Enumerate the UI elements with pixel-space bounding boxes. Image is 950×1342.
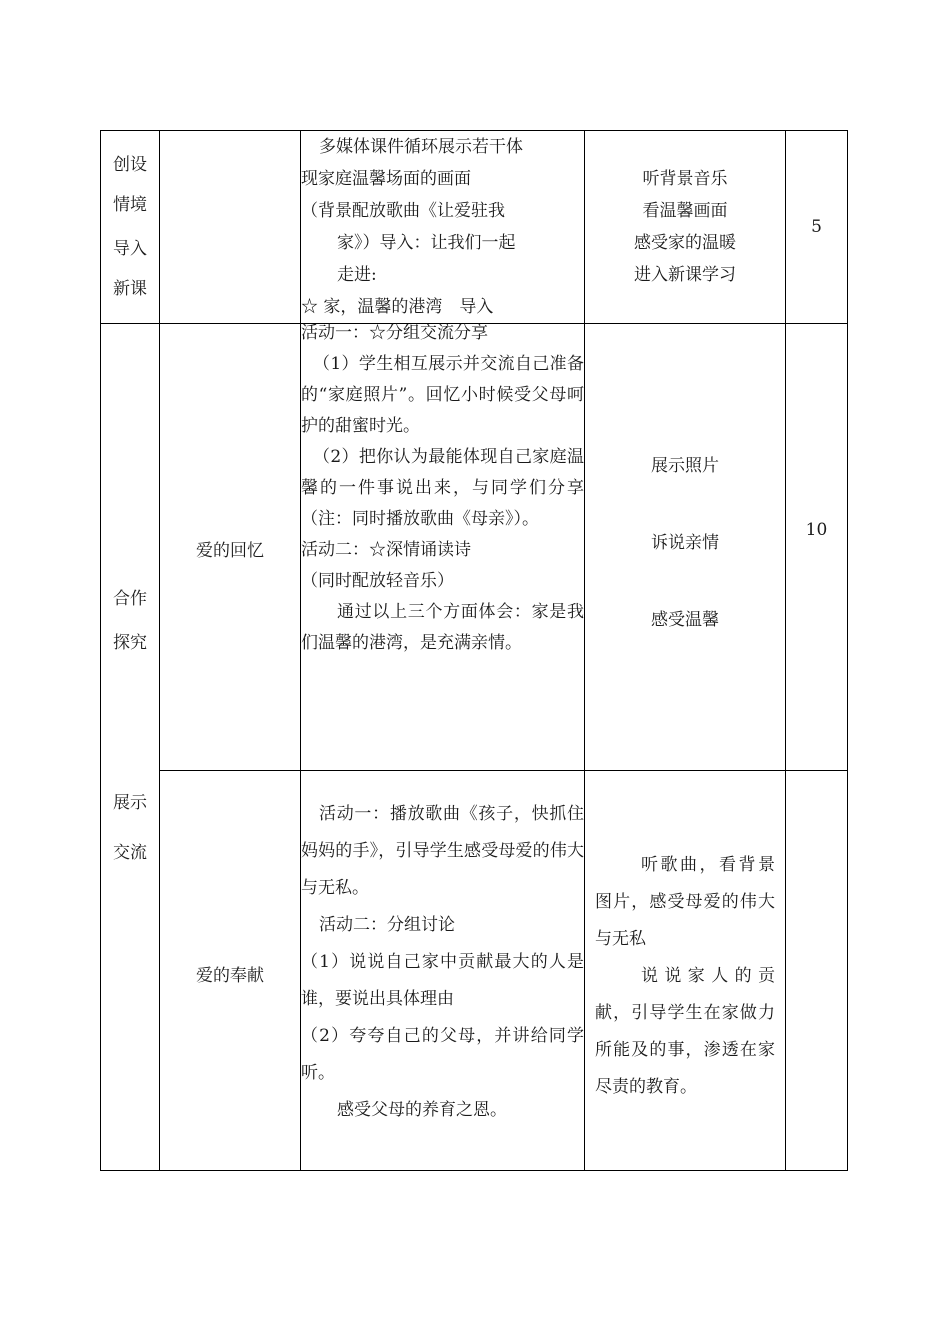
table-row — [101, 324, 848, 771]
activity-line: 看温馨画面 — [642, 201, 728, 221]
content-cell — [301, 771, 585, 1171]
activity-line: 诉说亲情 — [651, 533, 719, 553]
activity-cell — [585, 771, 786, 1171]
content-line: 活动一：☆分组交流分享 — [301, 323, 488, 343]
topic-cell — [160, 131, 301, 324]
content-line: 多媒体课件循环展示若干体 — [319, 137, 523, 157]
content-line: 走进: — [337, 265, 377, 285]
content-line: 家》）导入：让我们一起 — [337, 233, 516, 253]
activity-line: 听歌曲，看背景图片，感受母爱的伟大与无私 — [595, 855, 775, 949]
stage-cell — [101, 324, 160, 1171]
activity-line: 展示照片 — [651, 456, 719, 476]
content-line: 活动二：☆深情诵读诗 — [301, 540, 471, 560]
content-line: 现家庭温馨场面的画面 — [301, 169, 471, 189]
content-cell — [301, 324, 585, 771]
stage-cell — [101, 131, 160, 324]
activity-line: 进入新课学习 — [634, 265, 736, 285]
activity-line: 说说家人的贡献，引导学生在家做力所能及的事，渗透在家尽责的教育。 — [595, 966, 775, 1097]
stage-text: 情境 — [113, 195, 147, 215]
table-row — [101, 771, 848, 1171]
activity-line: 感受家的温暖 — [634, 233, 736, 253]
stage-text: 展示 — [113, 793, 147, 813]
time-cell: 5 — [786, 131, 848, 324]
lesson-plan-table — [100, 130, 848, 1171]
content-line: （1）学生相互展示并交流自己准备的“家庭照片”。回忆小时候受父母呵护的甜蜜时光。 — [301, 354, 584, 436]
topic-cell: 爱的奉献 — [160, 771, 301, 1171]
content-line: （背景配放歌曲《让爱驻我 — [301, 201, 505, 221]
stage-text: 导入 — [113, 239, 147, 259]
stage-text: 合作 — [113, 589, 147, 609]
content-line: （同时配放轻音乐） — [301, 571, 454, 591]
content-line: （2）把你认为最能体现自己家庭温馨的一件事说出来，与同学们分享（注：同时播放歌曲《母亲》）。 — [301, 447, 584, 529]
content-line: （1）说说自己家中贡献最大的人是谁，要说出具体理由 — [301, 952, 584, 1009]
stage-text: 交流 — [113, 843, 147, 863]
time-cell: 10 — [786, 324, 848, 771]
table-row — [101, 131, 848, 324]
activity-cell — [585, 324, 786, 771]
content-line: 通过以上三个方面体会：家是我们温馨的港湾，是充满亲情。 — [301, 602, 584, 653]
time-cell — [786, 771, 848, 1171]
content-line: ☆ 家，温馨的港湾 导入 — [301, 297, 494, 317]
topic-cell: 爱的回忆 — [160, 324, 301, 771]
stage-text: 创设 — [113, 155, 147, 175]
content-line: 活动一：播放歌曲《孩子，快抓住妈妈的手》，引导学生感受母爱的伟大与无私。 — [301, 804, 584, 898]
activity-cell — [585, 131, 786, 324]
stage-text: 新课 — [113, 279, 147, 299]
stage-text: 探究 — [113, 633, 147, 653]
content-line: 活动二：分组讨论 — [319, 915, 455, 935]
activity-line: 感受温馨 — [651, 610, 719, 630]
activity-line: 听背景音乐 — [642, 169, 728, 189]
content-line: （2）夸夸自己的父母，并讲给同学听。 — [301, 1026, 584, 1083]
content-cell — [301, 131, 585, 324]
content-line: 感受父母的养育之恩。 — [337, 1100, 507, 1120]
